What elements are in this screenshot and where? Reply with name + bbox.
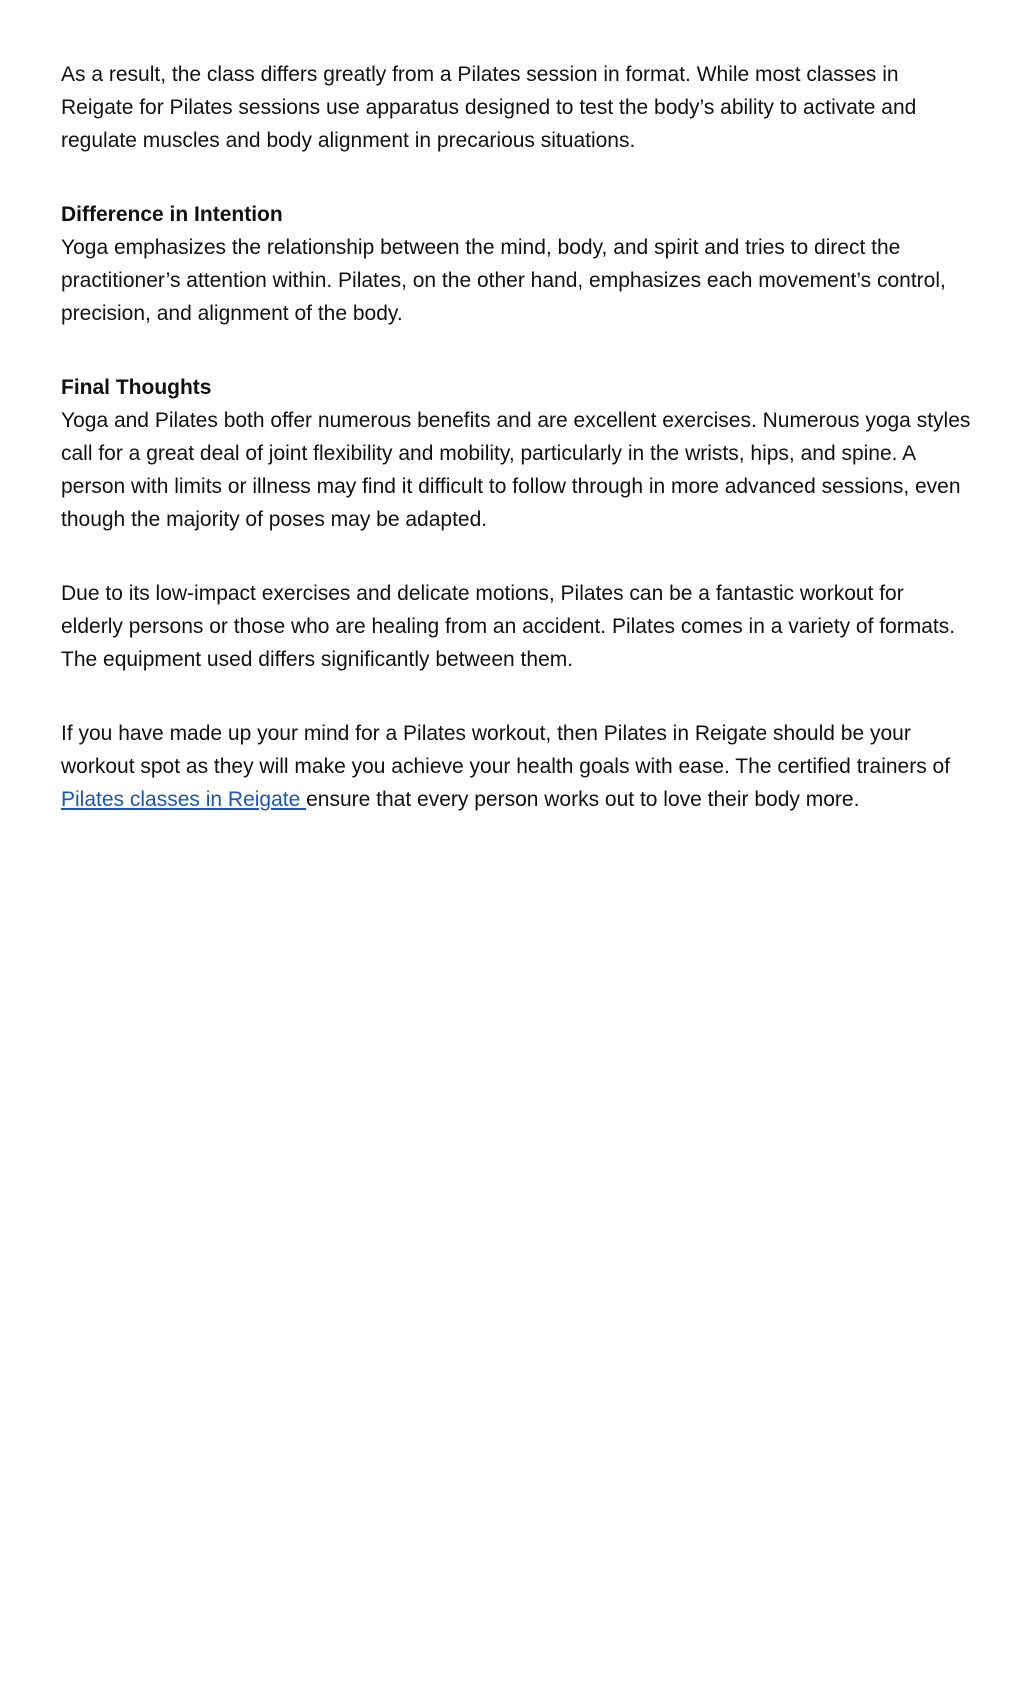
paragraph-intro-text: As a result, the class differs greatly from a Pilates session in format. While most classes in Reigate for Pilates sessions use apparatus designed to test the body’s ability to activate and regulate muscles and body alignment in precarious situations. xyxy=(61,63,917,152)
section-body-final-thoughts: Yoga and Pilates both offer numerous benefits and are excellent exercises. Numerous yoga styles call for a great deal of joint flexibility and mobility, particularly in the wrists, hips, and spine. A person with limits or illness may find it difficult to follow through in more advanced sessions, even though the majority of poses may be adapted. xyxy=(61,409,971,531)
section-difference-in-intention xyxy=(61,198,971,330)
paragraph-closing-text-after-link: ensure that every person works out to love their body more. xyxy=(306,788,860,811)
section-heading-intention: Difference in Intention xyxy=(61,203,283,226)
section-heading-final-thoughts: Final Thoughts xyxy=(61,376,212,399)
pilates-classes-reigate-link[interactable]: Pilates classes in Reigate xyxy=(61,788,307,811)
paragraph-closing xyxy=(61,717,971,816)
paragraph-closing-text-before-link: If you have made up your mind for a Pilates workout, then Pilates in Reigate should be your workout spot as they will make you achieve your health goals with ease. The certified trainers of xyxy=(61,722,951,778)
paragraph-intro xyxy=(61,58,971,157)
document-body xyxy=(61,58,971,857)
paragraph-elderly-text: Due to its low-impact exercises and delicate motions, Pilates can be a fantastic workout for elderly persons or those who are healing from an accident. Pilates comes in a variety of formats. The equipment used differs significantly between them. xyxy=(61,582,956,671)
paragraph-elderly xyxy=(61,577,971,676)
section-body-intention: Yoga emphasizes the relationship between the mind, body, and spirit and tries to direct the practitioner’s attention within. Pilates, on the other hand, emphasizes each movement’s control, precision, and alignment of the body. xyxy=(61,236,946,325)
section-final-thoughts xyxy=(61,371,971,536)
